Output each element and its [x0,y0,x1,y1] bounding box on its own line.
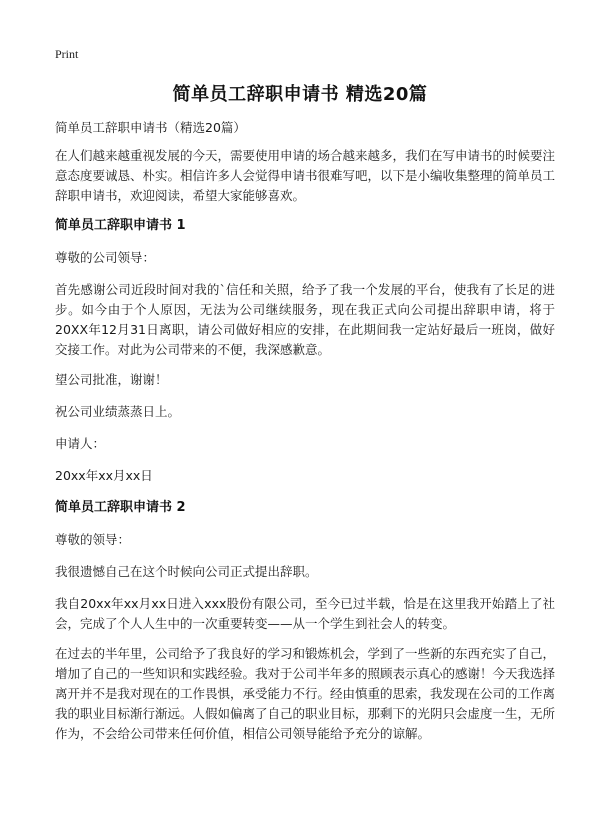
page-title: 简单员工辞职申请书 精选20篇 [172,84,428,105]
letter-2-salutation: 尊敬的领导： [55,532,131,547]
letter-1-wish: 祝公司业绩蒸蒸日上。 [55,404,181,419]
print-label[interactable]: Print [55,47,79,61]
letter-1-salutation: 尊敬的公司领导： [55,250,156,265]
document-body [55,118,555,754]
document-subtitle: 简单员工辞职申请书（精选20篇） [55,120,246,135]
letter-1-date: 20xx年xx月xx日 [55,468,153,483]
letter-1-applicant: 申请人： [55,436,106,451]
letter-1-heading: 简单员工辞职申请书 1 [55,218,186,233]
letter-1-request: 望公司批准，谢谢！ [55,372,168,387]
intro-paragraph: 在人们越来越重视发展的今天，需要使用申请的场合越来越多，我们在写申请书的时候要注意态度要诚恳、朴实。相信许多人会觉得申请书很难写吧，以下是小编收集整理的简单员工辞职申请书，欢迎阅读，希望大家能够喜欢。 [55,148,556,203]
letter-2-line-1: 我很遗憾自己在这个时候向公司正式提出辞职。 [55,564,318,579]
letter-2-paragraph-1: 我自20xx年xx月xx日进入xxx股份有限公司，至今已过半载，恰是在这里我开始踏上了社会，完成了个人人生中的一次重要转变——从一个学生到社会人的转变。 [55,596,555,631]
letter-2-paragraph-2: 在过去的半年里，公司给予了我良好的学习和锻炼机会，学到了一些新的东西充实了自己，增加了自己的一些知识和实践经验。我对于公司半年多的照顾表示真心的感谢！今天我选择离开并不是我对现在的工作畏惧，承受能力不行。经由慎重的思索，我发现在公司的工作离我的职业目标渐行渐远。人假如偏离了自己的职业目标，那剩下的光阴只会虚度一生，无所作为，不会给公司带来任何价值，相信公司领导能给予充分的谅解。 [55,646,556,741]
letter-1-body: 首先感谢公司近段时间对我的`信任和关照，给予了我一个发展的平台，使我有了长足的进步。如今由于个人原因，无法为公司继续服务，现在我正式向公司提出辞职申请，将于20XX年12月31日离职，请公司做好相应的安排，在此期间我一定站好最后一班岗，做好交接工作。对此为公司带来的不便，我深感歉意。 [55,282,555,357]
letter-2-heading: 简单员工辞职申请书 2 [55,500,186,515]
